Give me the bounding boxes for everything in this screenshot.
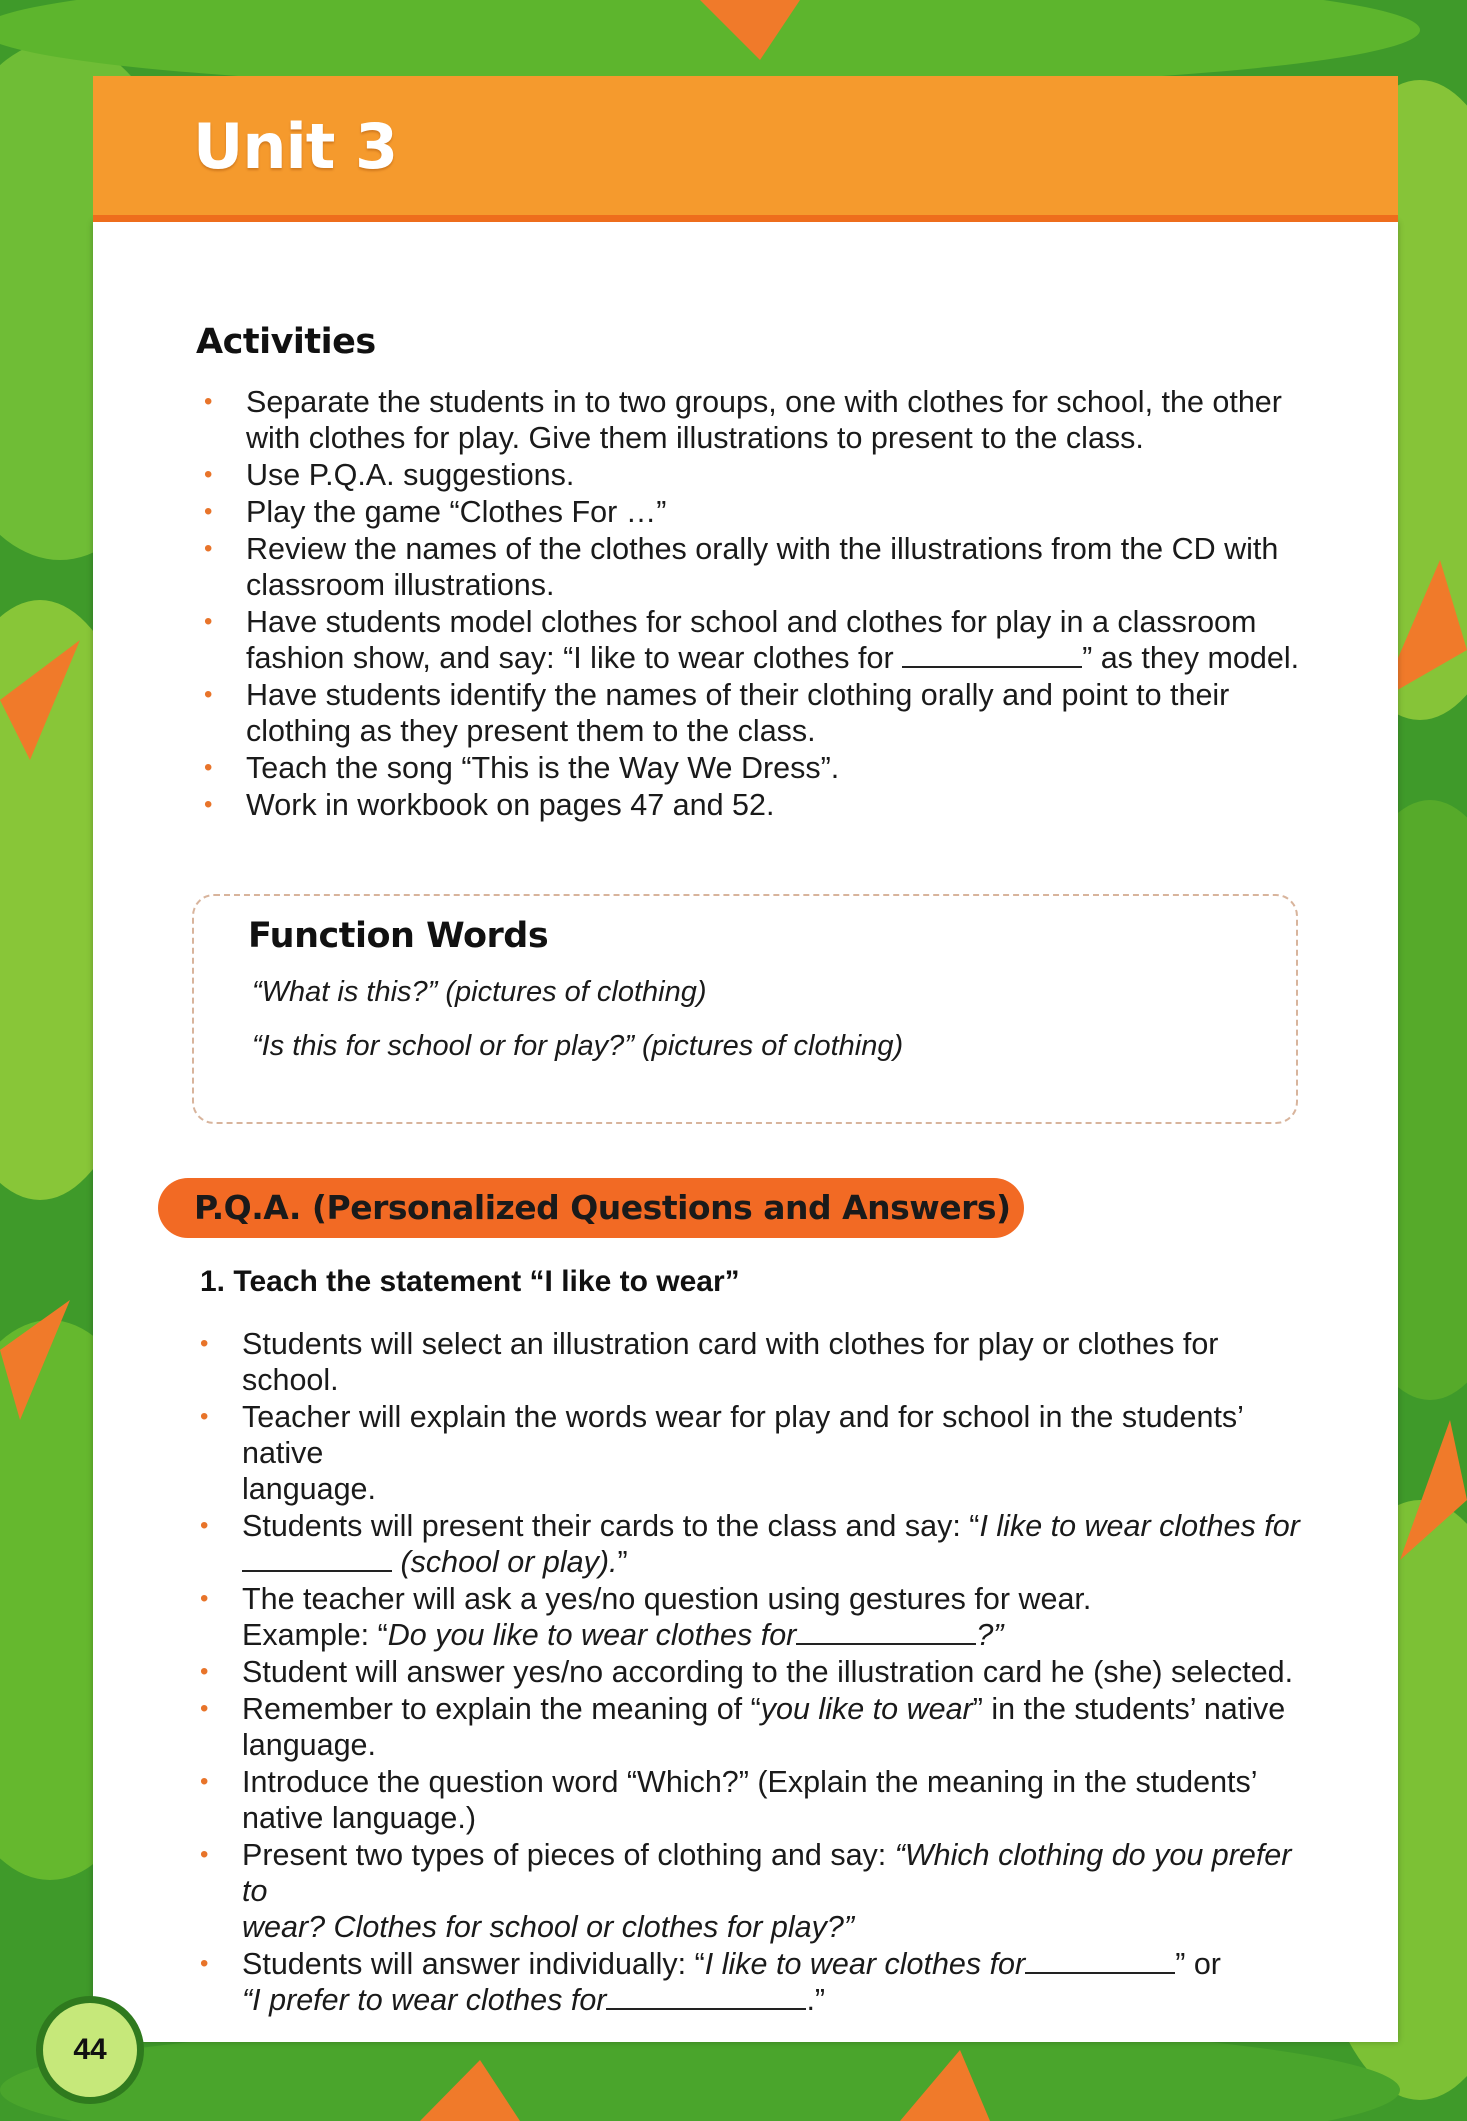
list-item: • Use P.Q.A. suggestions. (204, 458, 575, 492)
bullet-icon: • (200, 1768, 209, 1795)
list-item: • Introduce the question word “Which?” (Explain the meaning in the students’ native language.) (200, 1765, 1258, 1835)
step-title: 1. Teach the statement “I like to wear” (200, 1265, 740, 1298)
bullet-icon: • (204, 388, 213, 415)
pqa-list (196, 1326, 1316, 2019)
bullet-icon: • (204, 791, 213, 818)
bullet-icon: • (204, 754, 213, 781)
list-item: • Play the game “Clothes For …” (204, 495, 667, 529)
bullet-icon: • (204, 461, 213, 488)
bullet-icon: • (200, 1512, 209, 1539)
list-item: • Teacher will explain the words wear for play and for school in the students’ native language. (200, 1400, 1243, 1506)
bullet-icon: • (204, 535, 213, 562)
function-words-heading: Function Words (248, 916, 549, 956)
activities-heading: Activities (196, 322, 376, 362)
function-word-line: “Is this for school or for play?” (pictures of clothing) (252, 1030, 904, 1062)
bullet-icon: • (200, 1695, 209, 1722)
list-item: • Present two types of pieces of clothing and say: “Which clothing do you prefer to wear? Clothes for school or clothes for play?” (200, 1838, 1292, 1944)
function-word-line: “What is this?” (pictures of clothing) (252, 976, 707, 1008)
bullet-icon: • (200, 1658, 209, 1685)
answer-blank (1025, 1948, 1175, 1974)
list-item: • The teacher will ask a yes/no question using gestures for wear. Example: “Do you like to wear clothes for ?” (200, 1582, 1092, 1652)
unit-title: Unit 3 (193, 110, 398, 183)
list-item: • Work in workbook on pages 47 and 52. (204, 788, 775, 822)
answer-blank (606, 1984, 806, 2010)
answer-blank (796, 1619, 976, 1645)
unit-header-band (93, 76, 1398, 222)
page-number-badge (36, 1996, 144, 2104)
list-item: • Review the names of the clothes orally with the illustrations from the CD with classroom illustrations. (204, 532, 1279, 602)
page-number: 44 (73, 2033, 107, 2066)
list-item: • Student will answer yes/no according to the illustration card he (she) selected. (200, 1655, 1294, 1689)
bullet-icon: • (204, 498, 213, 525)
bullet-icon: • (204, 681, 213, 708)
list-item: • Students will answer individually: “I like to wear clothes for ” or “I prefer to wear clothes for .” (200, 1947, 1221, 2017)
activities-list (200, 384, 1310, 824)
bullet-icon: • (200, 1841, 209, 1868)
list-item: • Students will present their cards to the class and say: “I like to wear clothes for (school or play).” (200, 1509, 1300, 1579)
pqa-heading: P.Q.A. (Personalized Questions and Answers) (194, 1188, 1011, 1227)
bullet-icon: • (204, 608, 213, 635)
list-item: • Have students identify the names of their clothing orally and point to their clothing as they present them to the class. (204, 678, 1230, 748)
list-item: • Have students model clothes for school and clothes for play in a classroom fashion show, and say: “I like to wear clothes for ” as they model. (204, 605, 1300, 675)
list-item: • Remember to explain the meaning of “you like to wear” in the students’ native language. (200, 1692, 1286, 1762)
function-words-box (192, 894, 1298, 1124)
answer-blank (242, 1546, 392, 1572)
pqa-banner (158, 1178, 1024, 1238)
bullet-icon: • (200, 1950, 209, 1977)
bullet-icon: • (200, 1585, 209, 1612)
bullet-icon: • (200, 1330, 209, 1357)
list-item: • Teach the song “This is the Way We Dress”. (204, 751, 840, 785)
list-item: • Students will select an illustration card with clothes for play or clothes for school. (200, 1327, 1219, 1397)
answer-blank (902, 642, 1082, 668)
bullet-icon: • (200, 1403, 209, 1430)
list-item: • Separate the students in to two groups, one with clothes for school, the other with clothes for play. Give them illustrations to present to the class. (204, 385, 1282, 455)
